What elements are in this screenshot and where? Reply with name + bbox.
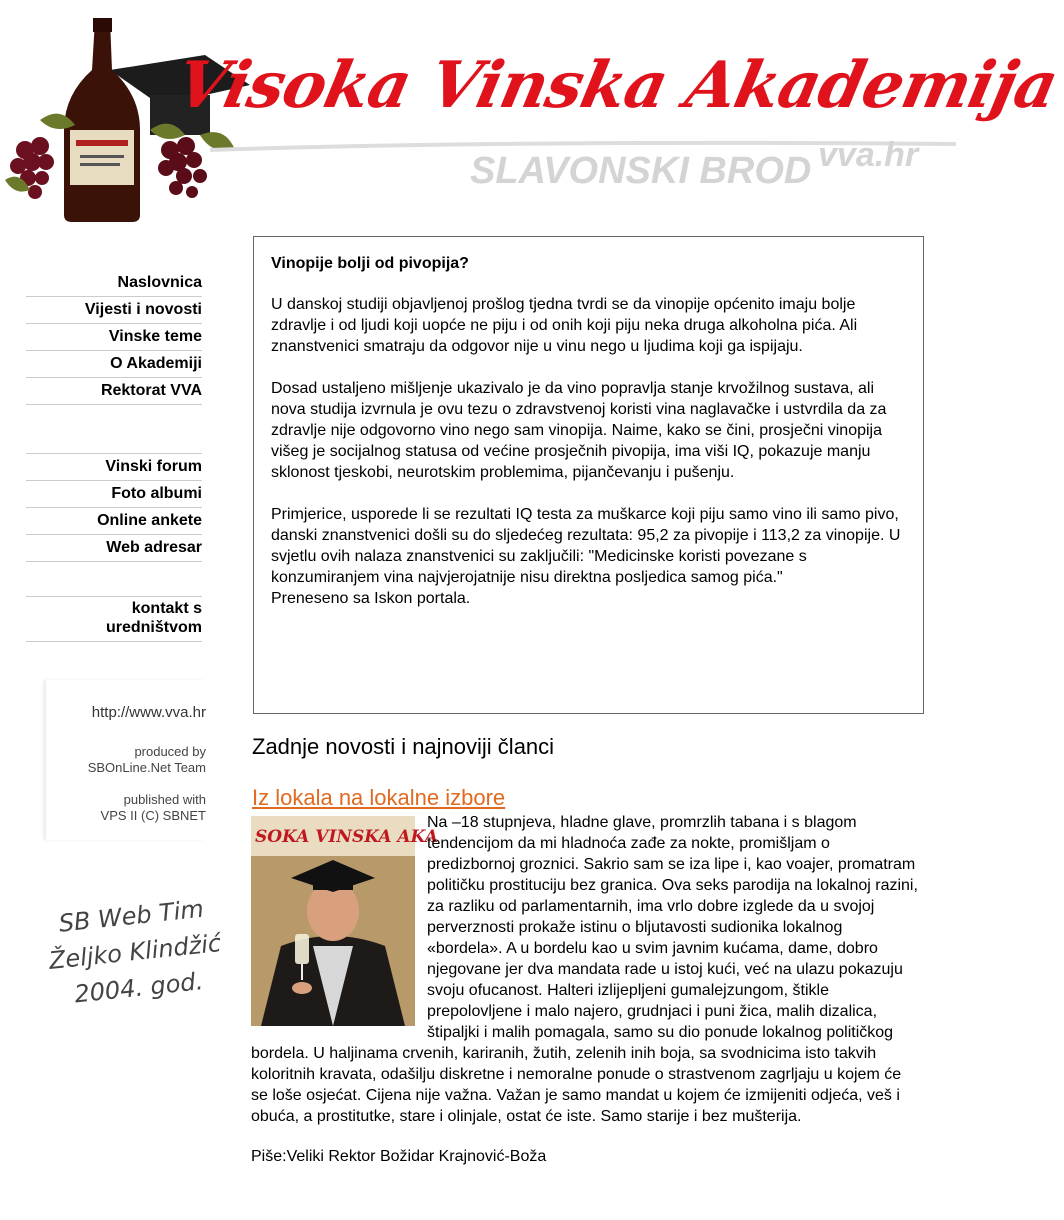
news-article-excerpt (251, 812, 919, 1127)
article-title: Vinopije bolji od pivopija? (271, 255, 469, 272)
site-title: Visoka Vinska Akademija (170, 48, 1064, 123)
nav-divider (26, 405, 202, 454)
published-with-label: published with (123, 792, 206, 807)
article-source: Preneseno sa Iskon portala. (271, 590, 471, 607)
news-article-link[interactable]: Iz lokala na lokalne izbore (252, 785, 506, 810)
published-with (101, 792, 206, 824)
site-domain-mark: vva.hr (818, 136, 919, 174)
web-team-signature (35, 888, 235, 1015)
produced-by-team: SBOnLine.Net Team (87, 760, 206, 775)
signature-line: 2004. god. (73, 967, 205, 1009)
nav-divider (26, 562, 202, 597)
nav-web-adresar[interactable]: Web adresar (26, 535, 202, 562)
produced-by-label: produced by (134, 744, 206, 759)
nav-vinske-teme[interactable]: Vinske teme (26, 324, 202, 351)
produced-by (88, 744, 206, 776)
nav-rektorat-vva[interactable]: Rektorat VVA (26, 378, 202, 405)
site-info-box (46, 680, 206, 840)
signature-line: SB Web Tim (57, 894, 206, 938)
nav-o-akademiji[interactable]: O Akademiji (26, 351, 202, 378)
nav-kontakt-line2: uredništvom (105, 619, 202, 636)
nav-foto-albumi[interactable]: Foto albumi (26, 481, 202, 508)
site-url[interactable]: http://www.vva.hr (91, 704, 206, 721)
nav-kontakt-line1: kontakt s (131, 600, 202, 617)
nav-naslovnica[interactable]: Naslovnica (26, 270, 202, 297)
latest-news-heading: Zadnje novosti i najnoviji članci (252, 734, 555, 759)
featured-article (253, 236, 924, 714)
signature-line: Željko Klindžić (47, 929, 223, 975)
published-with-system: VPS II (C) SBNET (100, 808, 206, 823)
nav-kontakt[interactable] (26, 597, 202, 642)
photo-spacer (251, 812, 427, 1026)
site-subtitle: SLAVONSKI BROD (470, 150, 812, 192)
sidebar-nav (26, 270, 202, 642)
nav-online-ankete[interactable]: Online ankete (26, 508, 202, 535)
nav-vinski-forum[interactable]: Vinski forum (26, 454, 202, 481)
photo-banner-text: SOKA VINSKA AKA (255, 827, 438, 847)
site-header (0, 0, 1064, 235)
article-paragraph: U danskoj studiji objavljenoj prošlog tjedna tvrdi se da vinopije općenito imaju bolje zdravlje i od ljudi koji uopće ne piju i od onih koji piju neka druga alkoholna pića. Ali znanstvenici smatraju da odgovor nije u vinu nego u ljudima koji ga ispijaju. (271, 296, 858, 355)
article-paragraph: Primjerice, usporede li se rezultati IQ testa za muškarce koji piju samo vino ili samo pivo, danski znanstvenici došli su do sljedećeg rezultata: 95,2 za pivopije i 113,2 za vinopije. U svjetlu ovih nalaza znanstvenici su zaključili: "Medicinske koristi povezane s konzumiranjem vina najvjerojatnije nisu direktna posljedica samog pića." (271, 506, 901, 586)
article-paragraph: Dosad ustaljeno mišljenje ukazivalo je da vino popravlja stanje krvožilnog sustava, ali nova studija izvrnula je ovu tezu o zdravstvenoj koristi vina naglavačke i ustvrdila da za zdravlje nije odgovorno vino nego sam vinopija. Naime, kako se čini, prosječni vinopija višeg je socijalnog statusa od većine prosječnih pivopija, ima viši IQ, pokazuje manju sklonost tjeskobi, neurotskim problemima, pijančevanju i pušenju. (271, 380, 887, 481)
news-article-body: Na –18 stupnjeva, hladne glave, promrzlih tabana i s blagom tendencijom da mi hladnoća zađe za nokte, promišljam o predizbornoj groznici. Sakrio sam se iza lipe i, kao voajer, promatram političku prostituciju bez granica. Ova seks parodija na lokalnoj razini, za razliku od parlamentarnih, ima vrlo dobre izglede da u svojoj perverznosti prokaže istinu o bljutavosti sudionika lokalnog «bordela». A u bordelu kao u svim javnim kućama, dame, dobro njegovane jer dva mandata rade u istoj kući, već na ulazu pokazuju svoju ofucanost. Halteri izlijepljeni gumalejzungom, štikle prepolovljene i malo najero, grudnjaci i puni žica, malih dizalica, štipaljki i malih pomagala, samo su dio ponude lokalnog političkog bordela. U haljinama crvenih, kariranih, žutih, zelenih inih boja, sa svodnicima isto takvih koloritnih kravata, odašilju diskretne i nemoralne ponude o strastvenom zagrljaju u kojem će se loše osjećat. Cijena nije važna. Važan je samo mandat u kojem će izmijeniti odjeća, veš i obuća, a prostitutke, stare i olinjale, ostat će iste. Samo starije i bez mušterija. (251, 814, 918, 1125)
nav-vijesti-i-novosti[interactable]: Vijesti i novosti (26, 297, 202, 324)
news-article-author: Piše:Veliki Rektor Božidar Krajnović-Boža (251, 1148, 547, 1165)
